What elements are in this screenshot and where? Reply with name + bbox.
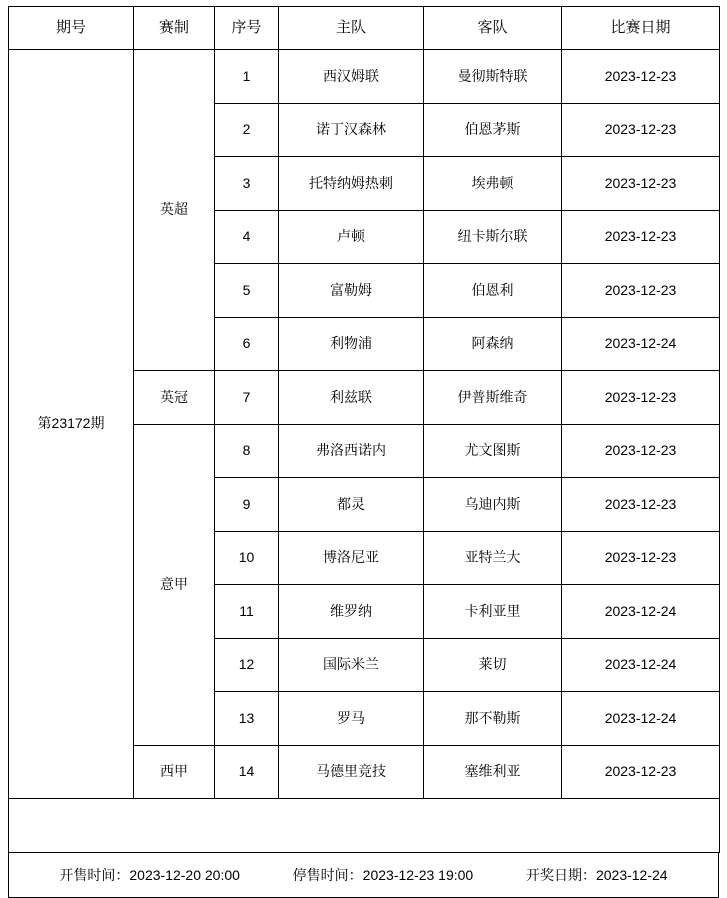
match-no: 7	[215, 371, 279, 425]
away-team: 卡利亚里	[424, 585, 562, 639]
home-team: 卢顿	[279, 210, 424, 264]
column-header-issue: 期号	[9, 7, 134, 50]
match-no: 12	[215, 638, 279, 692]
match-no: 11	[215, 585, 279, 639]
match-no: 14	[215, 745, 279, 799]
match-date: 2023-12-23	[562, 371, 720, 425]
match-date: 2023-12-23	[562, 531, 720, 585]
footer-row	[9, 852, 719, 897]
home-team: 西汉姆联	[279, 50, 424, 104]
column-header-away: 客队	[424, 7, 562, 50]
match-no: 8	[215, 424, 279, 478]
match-date: 2023-12-23	[562, 264, 720, 318]
match-no: 5	[215, 264, 279, 318]
match-no: 4	[215, 210, 279, 264]
sale-stop-time: 停售时间：2023-12-23 19:00	[292, 866, 474, 883]
away-team: 莱切	[424, 638, 562, 692]
draw-date: 开奖日期：2023-12-24	[525, 866, 668, 883]
home-team: 利物浦	[279, 317, 424, 371]
home-team: 托特纳姆热刺	[279, 157, 424, 211]
match-no: 10	[215, 531, 279, 585]
footer-info-table	[8, 852, 719, 898]
spacer-cell	[9, 799, 720, 853]
away-team: 伯恩利	[424, 264, 562, 318]
column-header-no: 序号	[215, 7, 279, 50]
match-no: 1	[215, 50, 279, 104]
home-team: 富勒姆	[279, 264, 424, 318]
home-team: 罗马	[279, 692, 424, 746]
away-team: 伯恩茅斯	[424, 103, 562, 157]
league-cell-english-premier: 英超	[134, 50, 215, 371]
away-team: 尤文图斯	[424, 424, 562, 478]
footer-cell	[9, 852, 719, 897]
away-team: 阿森纳	[424, 317, 562, 371]
away-team: 埃弗顿	[424, 157, 562, 211]
match-date: 2023-12-23	[562, 478, 720, 532]
match-date: 2023-12-24	[562, 638, 720, 692]
table-spacer-row	[9, 799, 720, 853]
column-header-home: 主队	[279, 7, 424, 50]
home-team: 弗洛西诺内	[279, 424, 424, 478]
home-team: 利兹联	[279, 371, 424, 425]
column-header-league: 赛制	[134, 7, 215, 50]
match-date: 2023-12-24	[562, 317, 720, 371]
match-no: 9	[215, 478, 279, 532]
league-cell-serie-a: 意甲	[134, 424, 215, 745]
issue-cell: 第23172期	[9, 50, 134, 799]
away-team: 曼彻斯特联	[424, 50, 562, 104]
home-team: 诺丁汉森林	[279, 103, 424, 157]
away-team: 那不勒斯	[424, 692, 562, 746]
match-no: 6	[215, 317, 279, 371]
match-date: 2023-12-23	[562, 157, 720, 211]
away-team: 乌迪内斯	[424, 478, 562, 532]
match-date: 2023-12-23	[562, 103, 720, 157]
match-date: 2023-12-23	[562, 745, 720, 799]
table-body	[9, 50, 720, 853]
match-date: 2023-12-24	[562, 692, 720, 746]
home-team: 都灵	[279, 478, 424, 532]
sale-start-time: 开售时间：2023-12-20 20:00	[59, 866, 240, 883]
match-date: 2023-12-23	[562, 50, 720, 104]
away-team: 纽卡斯尔联	[424, 210, 562, 264]
table-header-row	[9, 7, 720, 50]
away-team: 亚特兰大	[424, 531, 562, 585]
match-schedule-table	[8, 6, 720, 853]
away-team: 伊普斯维奇	[424, 371, 562, 425]
home-team: 马德里竞技	[279, 745, 424, 799]
match-date: 2023-12-24	[562, 585, 720, 639]
home-team: 博洛尼亚	[279, 531, 424, 585]
match-date: 2023-12-23	[562, 424, 720, 478]
match-no: 3	[215, 157, 279, 211]
table-row	[9, 50, 720, 104]
match-no: 2	[215, 103, 279, 157]
home-team: 国际米兰	[279, 638, 424, 692]
league-cell-la-liga: 西甲	[134, 745, 215, 799]
home-team: 维罗纳	[279, 585, 424, 639]
table-header	[9, 7, 720, 50]
league-cell-english-championship: 英冠	[134, 371, 215, 425]
match-date: 2023-12-23	[562, 210, 720, 264]
column-header-date: 比赛日期	[562, 7, 720, 50]
match-no: 13	[215, 692, 279, 746]
away-team: 塞维利亚	[424, 745, 562, 799]
